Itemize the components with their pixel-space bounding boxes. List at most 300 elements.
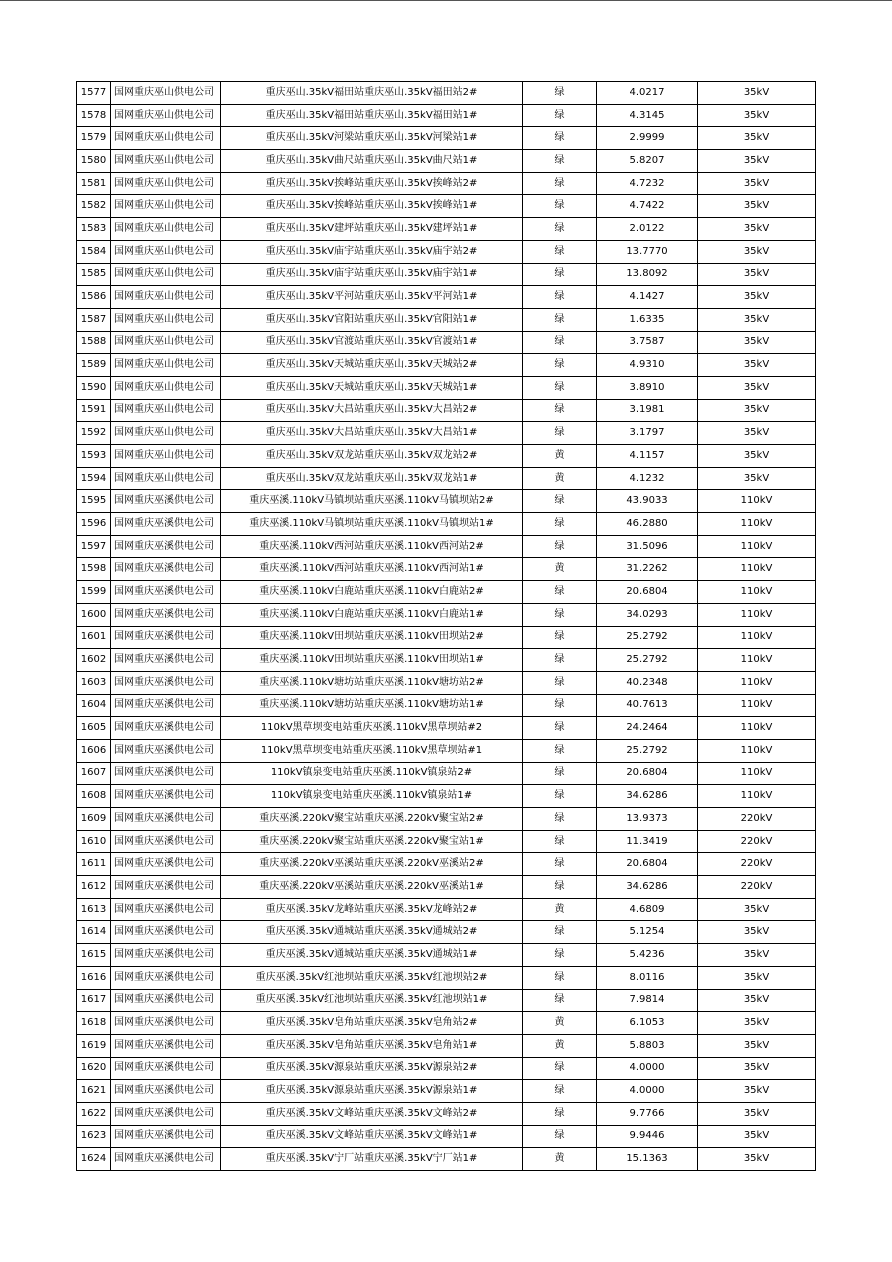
status-cell: 绿 — [523, 1057, 597, 1080]
row-number-cell: 1583 — [77, 218, 111, 241]
voltage-cell: 110kV — [698, 535, 816, 558]
value-cell: 4.1157 — [597, 445, 698, 468]
company-cell: 国网重庆巫溪供电公司 — [111, 876, 221, 899]
table-row — [77, 876, 816, 899]
voltage-cell: 110kV — [698, 581, 816, 604]
table-row — [77, 898, 816, 921]
value-cell: 46.2880 — [597, 513, 698, 536]
voltage-cell: 35kV — [698, 354, 816, 377]
status-cell: 绿 — [523, 626, 597, 649]
station-name-cell: 重庆巫溪.110kV西河站重庆巫溪.110kV西河站1# — [221, 558, 523, 581]
company-cell: 国网重庆巫溪供电公司 — [111, 898, 221, 921]
station-name-cell: 重庆巫山.35kV挨峰站重庆巫山.35kV挨峰站1# — [221, 195, 523, 218]
data-sheet — [76, 81, 816, 1171]
row-number-cell: 1579 — [77, 127, 111, 150]
row-number-cell: 1614 — [77, 921, 111, 944]
row-number-cell: 1615 — [77, 944, 111, 967]
value-cell: 2.9999 — [597, 127, 698, 150]
company-cell: 国网重庆巫山供电公司 — [111, 331, 221, 354]
value-cell: 20.6804 — [597, 853, 698, 876]
station-name-cell: 重庆巫溪.110kV白鹿站重庆巫溪.110kV白鹿站2# — [221, 581, 523, 604]
company-cell: 国网重庆巫溪供电公司 — [111, 785, 221, 808]
status-cell: 绿 — [523, 490, 597, 513]
status-cell: 绿 — [523, 172, 597, 195]
table-row — [77, 490, 816, 513]
status-cell: 绿 — [523, 354, 597, 377]
row-number-cell: 1577 — [77, 82, 111, 105]
station-name-cell: 重庆巫山.35kV福田站重庆巫山.35kV福田站1# — [221, 104, 523, 127]
status-cell: 绿 — [523, 127, 597, 150]
company-cell: 国网重庆巫山供电公司 — [111, 263, 221, 286]
station-name-cell: 重庆巫溪.35kV皂角站重庆巫溪.35kV皂角站1# — [221, 1034, 523, 1057]
value-cell: 1.6335 — [597, 308, 698, 331]
table-row — [77, 263, 816, 286]
row-number-cell: 1616 — [77, 966, 111, 989]
value-cell: 20.6804 — [597, 762, 698, 785]
voltage-cell: 35kV — [698, 82, 816, 105]
voltage-cell: 35kV — [698, 1012, 816, 1035]
station-name-cell: 重庆巫溪.35kV文峰站重庆巫溪.35kV文峰站1# — [221, 1125, 523, 1148]
value-cell: 34.6286 — [597, 876, 698, 899]
value-cell: 9.9446 — [597, 1125, 698, 1148]
value-cell: 8.0116 — [597, 966, 698, 989]
company-cell: 国网重庆巫山供电公司 — [111, 82, 221, 105]
voltage-cell: 220kV — [698, 830, 816, 853]
table-row — [77, 513, 816, 536]
status-cell: 绿 — [523, 240, 597, 263]
voltage-cell: 220kV — [698, 853, 816, 876]
station-name-cell: 重庆巫溪.220kV聚宝站重庆巫溪.220kV聚宝站2# — [221, 808, 523, 831]
voltage-cell: 110kV — [698, 490, 816, 513]
row-number-cell: 1586 — [77, 286, 111, 309]
company-cell: 国网重庆巫山供电公司 — [111, 376, 221, 399]
voltage-cell: 220kV — [698, 808, 816, 831]
value-cell: 4.1232 — [597, 467, 698, 490]
station-name-cell: 重庆巫溪.220kV巫溪站重庆巫溪.220kV巫溪站2# — [221, 853, 523, 876]
company-cell: 国网重庆巫山供电公司 — [111, 240, 221, 263]
voltage-cell: 35kV — [698, 966, 816, 989]
station-name-cell: 重庆巫山.35kV庙宇站重庆巫山.35kV庙宇站1# — [221, 263, 523, 286]
row-number-cell: 1610 — [77, 830, 111, 853]
table-row — [77, 989, 816, 1012]
value-cell: 6.1053 — [597, 1012, 698, 1035]
row-number-cell: 1617 — [77, 989, 111, 1012]
station-name-cell: 重庆巫溪.35kV龙峰站重庆巫溪.35kV龙峰站2# — [221, 898, 523, 921]
value-cell: 4.0000 — [597, 1057, 698, 1080]
row-number-cell: 1609 — [77, 808, 111, 831]
table-row — [77, 354, 816, 377]
station-name-cell: 重庆巫溪.110kV西河站重庆巫溪.110kV西河站2# — [221, 535, 523, 558]
row-number-cell: 1602 — [77, 649, 111, 672]
company-cell: 国网重庆巫山供电公司 — [111, 467, 221, 490]
table-row — [77, 240, 816, 263]
company-cell: 国网重庆巫溪供电公司 — [111, 1012, 221, 1035]
station-name-cell: 重庆巫溪.110kV白鹿站重庆巫溪.110kV白鹿站1# — [221, 603, 523, 626]
station-name-cell: 重庆巫溪.220kV巫溪站重庆巫溪.220kV巫溪站1# — [221, 876, 523, 899]
status-cell: 绿 — [523, 921, 597, 944]
voltage-cell: 110kV — [698, 649, 816, 672]
row-number-cell: 1604 — [77, 694, 111, 717]
voltage-cell: 35kV — [698, 422, 816, 445]
table-row — [77, 603, 816, 626]
company-cell: 国网重庆巫山供电公司 — [111, 308, 221, 331]
table-row — [77, 218, 816, 241]
company-cell: 国网重庆巫溪供电公司 — [111, 626, 221, 649]
voltage-cell: 35kV — [698, 1125, 816, 1148]
status-cell: 绿 — [523, 422, 597, 445]
station-name-cell: 110kV镇泉变电站重庆巫溪.110kV镇泉站1# — [221, 785, 523, 808]
row-number-cell: 1606 — [77, 739, 111, 762]
row-number-cell: 1601 — [77, 626, 111, 649]
status-cell: 黄 — [523, 1148, 597, 1171]
status-cell: 绿 — [523, 104, 597, 127]
voltage-cell: 35kV — [698, 127, 816, 150]
company-cell: 国网重庆巫溪供电公司 — [111, 558, 221, 581]
table-row — [77, 127, 816, 150]
company-cell: 国网重庆巫溪供电公司 — [111, 739, 221, 762]
status-cell: 绿 — [523, 1080, 597, 1103]
row-number-cell: 1587 — [77, 308, 111, 331]
station-name-cell: 重庆巫山.35kV建坪站重庆巫山.35kV建坪站1# — [221, 218, 523, 241]
voltage-cell: 35kV — [698, 150, 816, 173]
voltage-cell: 35kV — [698, 1148, 816, 1171]
company-cell: 国网重庆巫山供电公司 — [111, 195, 221, 218]
table-row — [77, 830, 816, 853]
status-cell: 绿 — [523, 694, 597, 717]
company-cell: 国网重庆巫山供电公司 — [111, 354, 221, 377]
table-row — [77, 1057, 816, 1080]
voltage-cell: 35kV — [698, 445, 816, 468]
voltage-cell: 110kV — [698, 626, 816, 649]
company-cell: 国网重庆巫溪供电公司 — [111, 1057, 221, 1080]
table-row — [77, 286, 816, 309]
value-cell: 3.7587 — [597, 331, 698, 354]
company-cell: 国网重庆巫山供电公司 — [111, 445, 221, 468]
status-cell: 绿 — [523, 649, 597, 672]
station-name-cell: 重庆巫山.35kV挨峰站重庆巫山.35kV挨峰站2# — [221, 172, 523, 195]
station-name-cell: 重庆巫山.35kV曲尺站重庆巫山.35kV曲尺站1# — [221, 150, 523, 173]
value-cell: 7.9814 — [597, 989, 698, 1012]
company-cell: 国网重庆巫山供电公司 — [111, 150, 221, 173]
status-cell: 绿 — [523, 717, 597, 740]
table-body — [77, 82, 816, 1171]
table-row — [77, 581, 816, 604]
voltage-cell: 110kV — [698, 694, 816, 717]
value-cell: 5.8803 — [597, 1034, 698, 1057]
voltage-cell: 35kV — [698, 1034, 816, 1057]
status-cell: 绿 — [523, 989, 597, 1012]
voltage-cell: 110kV — [698, 671, 816, 694]
station-name-cell: 重庆巫山.35kV大昌站重庆巫山.35kV大昌站2# — [221, 399, 523, 422]
value-cell: 3.1797 — [597, 422, 698, 445]
voltage-cell: 35kV — [698, 104, 816, 127]
table-row — [77, 853, 816, 876]
station-name-cell: 重庆巫溪.35kV皂角站重庆巫溪.35kV皂角站2# — [221, 1012, 523, 1035]
company-cell: 国网重庆巫溪供电公司 — [111, 808, 221, 831]
row-number-cell: 1620 — [77, 1057, 111, 1080]
status-cell: 绿 — [523, 376, 597, 399]
table-row — [77, 694, 816, 717]
table-row — [77, 104, 816, 127]
station-name-cell: 重庆巫山.35kV官渡站重庆巫山.35kV官渡站1# — [221, 331, 523, 354]
company-cell: 国网重庆巫山供电公司 — [111, 172, 221, 195]
row-number-cell: 1585 — [77, 263, 111, 286]
row-number-cell: 1593 — [77, 445, 111, 468]
company-cell: 国网重庆巫山供电公司 — [111, 127, 221, 150]
station-name-cell: 重庆巫山.35kV平河站重庆巫山.35kV平河站1# — [221, 286, 523, 309]
value-cell: 9.7766 — [597, 1102, 698, 1125]
voltage-cell: 35kV — [698, 263, 816, 286]
row-number-cell: 1598 — [77, 558, 111, 581]
row-number-cell: 1600 — [77, 603, 111, 626]
company-cell: 国网重庆巫山供电公司 — [111, 422, 221, 445]
table-row — [77, 626, 816, 649]
station-name-cell: 重庆巫溪.110kV马镇坝站重庆巫溪.110kV马镇坝站1# — [221, 513, 523, 536]
value-cell: 5.4236 — [597, 944, 698, 967]
row-number-cell: 1584 — [77, 240, 111, 263]
company-cell: 国网重庆巫溪供电公司 — [111, 603, 221, 626]
voltage-cell: 35kV — [698, 467, 816, 490]
row-number-cell: 1624 — [77, 1148, 111, 1171]
voltage-cell: 110kV — [698, 739, 816, 762]
station-name-cell: 重庆巫溪.110kV田坝站重庆巫溪.110kV田坝站1# — [221, 649, 523, 672]
value-cell: 34.0293 — [597, 603, 698, 626]
table-row — [77, 808, 816, 831]
company-cell: 国网重庆巫溪供电公司 — [111, 1148, 221, 1171]
value-cell: 15.1363 — [597, 1148, 698, 1171]
station-name-cell: 重庆巫溪.35kV源泉站重庆巫溪.35kV源泉站1# — [221, 1080, 523, 1103]
status-cell: 绿 — [523, 830, 597, 853]
station-name-cell: 重庆巫山.35kV天城站重庆巫山.35kV天城站2# — [221, 354, 523, 377]
voltage-cell: 35kV — [698, 172, 816, 195]
voltage-cell: 35kV — [698, 989, 816, 1012]
voltage-cell: 220kV — [698, 876, 816, 899]
table-row — [77, 376, 816, 399]
company-cell: 国网重庆巫溪供电公司 — [111, 581, 221, 604]
table-row — [77, 717, 816, 740]
value-cell: 4.3145 — [597, 104, 698, 127]
table-row — [77, 82, 816, 105]
value-cell: 13.9373 — [597, 808, 698, 831]
status-cell: 绿 — [523, 399, 597, 422]
company-cell: 国网重庆巫溪供电公司 — [111, 671, 221, 694]
value-cell: 25.2792 — [597, 649, 698, 672]
table-row — [77, 422, 816, 445]
table-row — [77, 195, 816, 218]
status-cell: 黄 — [523, 898, 597, 921]
value-cell: 4.7232 — [597, 172, 698, 195]
row-number-cell: 1622 — [77, 1102, 111, 1125]
table-row — [77, 558, 816, 581]
row-number-cell: 1618 — [77, 1012, 111, 1035]
voltage-cell: 35kV — [698, 308, 816, 331]
voltage-cell: 35kV — [698, 1102, 816, 1125]
status-cell: 绿 — [523, 1102, 597, 1125]
status-cell: 绿 — [523, 603, 597, 626]
station-name-cell: 重庆巫溪.35kV红池坝站重庆巫溪.35kV红池坝站2# — [221, 966, 523, 989]
row-number-cell: 1592 — [77, 422, 111, 445]
station-name-cell: 重庆巫山.35kV天城站重庆巫山.35kV天城站1# — [221, 376, 523, 399]
row-number-cell: 1590 — [77, 376, 111, 399]
status-cell: 绿 — [523, 150, 597, 173]
station-name-cell: 重庆巫溪.35kV宁厂站重庆巫溪.35kV宁厂站1# — [221, 1148, 523, 1171]
company-cell: 国网重庆巫山供电公司 — [111, 286, 221, 309]
value-cell: 4.0000 — [597, 1080, 698, 1103]
table-row — [77, 308, 816, 331]
station-name-cell: 重庆巫溪.110kV马镇坝站重庆巫溪.110kV马镇坝站2# — [221, 490, 523, 513]
station-name-cell: 重庆巫山.35kV双龙站重庆巫山.35kV双龙站1# — [221, 467, 523, 490]
status-cell: 黄 — [523, 467, 597, 490]
voltage-cell: 110kV — [698, 717, 816, 740]
station-name-cell: 110kV镇泉变电站重庆巫溪.110kV镇泉站2# — [221, 762, 523, 785]
station-name-cell: 重庆巫溪.110kV田坝站重庆巫溪.110kV田坝站2# — [221, 626, 523, 649]
company-cell: 国网重庆巫山供电公司 — [111, 218, 221, 241]
voltage-cell: 35kV — [698, 399, 816, 422]
row-number-cell: 1588 — [77, 331, 111, 354]
page-top-rule — [0, 0, 892, 1]
row-number-cell: 1589 — [77, 354, 111, 377]
station-name-cell: 重庆巫山.35kV庙宇站重庆巫山.35kV庙宇站2# — [221, 240, 523, 263]
station-name-cell: 110kV黑草坝变电站重庆巫溪.110kV黑草坝站#2 — [221, 717, 523, 740]
value-cell: 4.0217 — [597, 82, 698, 105]
value-cell: 5.8207 — [597, 150, 698, 173]
table-row — [77, 921, 816, 944]
station-name-cell: 重庆巫溪.110kV塘坊站重庆巫溪.110kV塘坊站1# — [221, 694, 523, 717]
table-row — [77, 966, 816, 989]
status-cell: 黄 — [523, 445, 597, 468]
station-name-cell: 重庆巫溪.35kV通城站重庆巫溪.35kV通城站2# — [221, 921, 523, 944]
company-cell: 国网重庆巫溪供电公司 — [111, 649, 221, 672]
value-cell: 43.9033 — [597, 490, 698, 513]
row-number-cell: 1582 — [77, 195, 111, 218]
station-name-cell: 重庆巫山.35kV双龙站重庆巫山.35kV双龙站2# — [221, 445, 523, 468]
company-cell: 国网重庆巫溪供电公司 — [111, 535, 221, 558]
station-name-cell: 重庆巫山.35kV官阳站重庆巫山.35kV官阳站1# — [221, 308, 523, 331]
value-cell: 13.7770 — [597, 240, 698, 263]
voltage-cell: 35kV — [698, 944, 816, 967]
voltage-cell: 110kV — [698, 513, 816, 536]
company-cell: 国网重庆巫溪供电公司 — [111, 966, 221, 989]
status-cell: 绿 — [523, 513, 597, 536]
table-row — [77, 399, 816, 422]
table-row — [77, 1080, 816, 1103]
status-cell: 绿 — [523, 876, 597, 899]
station-name-cell: 重庆巫溪.35kV文峰站重庆巫溪.35kV文峰站2# — [221, 1102, 523, 1125]
row-number-cell: 1599 — [77, 581, 111, 604]
table-row — [77, 1034, 816, 1057]
table-row — [77, 172, 816, 195]
row-number-cell: 1581 — [77, 172, 111, 195]
status-cell: 黄 — [523, 1012, 597, 1035]
table-row — [77, 739, 816, 762]
company-cell: 国网重庆巫溪供电公司 — [111, 717, 221, 740]
row-number-cell: 1596 — [77, 513, 111, 536]
station-name-cell: 重庆巫溪.35kV源泉站重庆巫溪.35kV源泉站2# — [221, 1057, 523, 1080]
company-cell: 国网重庆巫山供电公司 — [111, 399, 221, 422]
table-row — [77, 1102, 816, 1125]
value-cell: 25.2792 — [597, 739, 698, 762]
row-number-cell: 1611 — [77, 853, 111, 876]
value-cell: 40.7613 — [597, 694, 698, 717]
status-cell: 绿 — [523, 739, 597, 762]
company-cell: 国网重庆巫溪供电公司 — [111, 762, 221, 785]
row-number-cell: 1619 — [77, 1034, 111, 1057]
station-name-cell: 重庆巫溪.220kV聚宝站重庆巫溪.220kV聚宝站1# — [221, 830, 523, 853]
value-cell: 31.2262 — [597, 558, 698, 581]
table-row — [77, 445, 816, 468]
voltage-cell: 35kV — [698, 331, 816, 354]
table-row — [77, 944, 816, 967]
voltage-cell: 35kV — [698, 1057, 816, 1080]
row-number-cell: 1612 — [77, 876, 111, 899]
row-number-cell: 1613 — [77, 898, 111, 921]
company-cell: 国网重庆巫溪供电公司 — [111, 989, 221, 1012]
value-cell: 4.6809 — [597, 898, 698, 921]
company-cell: 国网重庆巫溪供电公司 — [111, 1034, 221, 1057]
status-cell: 绿 — [523, 785, 597, 808]
row-number-cell: 1605 — [77, 717, 111, 740]
station-name-cell: 重庆巫山.35kV河梁站重庆巫山.35kV河梁站1# — [221, 127, 523, 150]
company-cell: 国网重庆巫溪供电公司 — [111, 853, 221, 876]
value-cell: 3.8910 — [597, 376, 698, 399]
status-cell: 绿 — [523, 195, 597, 218]
status-cell: 绿 — [523, 286, 597, 309]
status-cell: 绿 — [523, 1125, 597, 1148]
status-cell: 绿 — [523, 263, 597, 286]
company-cell: 国网重庆巫溪供电公司 — [111, 921, 221, 944]
substation-table — [76, 81, 816, 1171]
status-cell: 黄 — [523, 558, 597, 581]
row-number-cell: 1595 — [77, 490, 111, 513]
table-row — [77, 1148, 816, 1171]
status-cell: 绿 — [523, 82, 597, 105]
voltage-cell: 35kV — [698, 1080, 816, 1103]
status-cell: 绿 — [523, 808, 597, 831]
value-cell: 40.2348 — [597, 671, 698, 694]
table-row — [77, 762, 816, 785]
row-number-cell: 1603 — [77, 671, 111, 694]
row-number-cell: 1578 — [77, 104, 111, 127]
row-number-cell: 1594 — [77, 467, 111, 490]
value-cell: 3.1981 — [597, 399, 698, 422]
company-cell: 国网重庆巫溪供电公司 — [111, 490, 221, 513]
table-row — [77, 467, 816, 490]
status-cell: 绿 — [523, 218, 597, 241]
table-row — [77, 649, 816, 672]
value-cell: 4.7422 — [597, 195, 698, 218]
company-cell: 国网重庆巫山供电公司 — [111, 104, 221, 127]
voltage-cell: 35kV — [698, 286, 816, 309]
value-cell: 34.6286 — [597, 785, 698, 808]
company-cell: 国网重庆巫溪供电公司 — [111, 1080, 221, 1103]
table-row — [77, 785, 816, 808]
station-name-cell: 重庆巫溪.35kV通城站重庆巫溪.35kV通城站1# — [221, 944, 523, 967]
table-row — [77, 331, 816, 354]
row-number-cell: 1597 — [77, 535, 111, 558]
table-row — [77, 1125, 816, 1148]
company-cell: 国网重庆巫溪供电公司 — [111, 1125, 221, 1148]
status-cell: 绿 — [523, 671, 597, 694]
company-cell: 国网重庆巫溪供电公司 — [111, 830, 221, 853]
table-row — [77, 535, 816, 558]
row-number-cell: 1621 — [77, 1080, 111, 1103]
table-row — [77, 671, 816, 694]
company-cell: 国网重庆巫溪供电公司 — [111, 944, 221, 967]
voltage-cell: 110kV — [698, 762, 816, 785]
value-cell: 24.2464 — [597, 717, 698, 740]
voltage-cell: 35kV — [698, 240, 816, 263]
status-cell: 绿 — [523, 535, 597, 558]
